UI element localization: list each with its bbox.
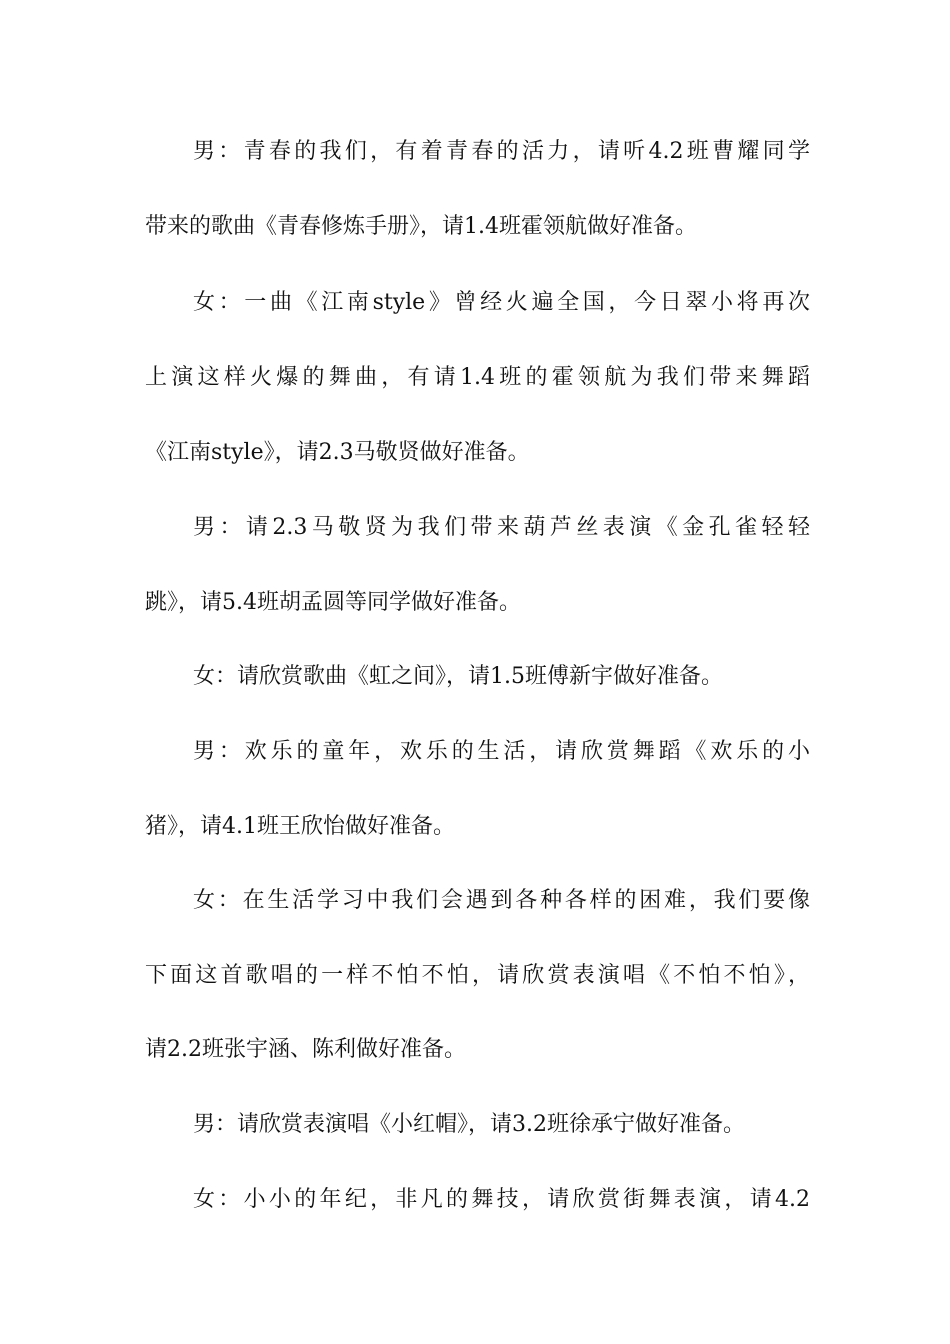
text-line: 男：请欣赏表演唱《小红帽》，请3.2班徐承宁做好准备。 xyxy=(193,1112,745,1137)
text-line: 下面这首歌唱的一样不怕不怕，请欣赏表演唱《不怕不怕》， xyxy=(145,963,810,988)
text-line: 《江南style》，请2.3马敬贤做好准备。 xyxy=(145,440,530,465)
text-line: 带来的歌曲《青春修炼手册》，请1.4班霍领航做好准备。 xyxy=(145,214,697,239)
text-line: 女：小小的年纪，非凡的舞技，请欣赏街舞表演，请4.2 xyxy=(193,1187,810,1212)
text-line: 男：青春的我们，有着青春的活力，请听4.2班曹耀同学 xyxy=(193,139,810,164)
text-line: 女：在生活学习中我们会遇到各种各样的困难，我们要像 xyxy=(193,888,810,913)
text-line: 猪》，请4.1班王欣怡做好准备。 xyxy=(145,814,455,839)
text-line: 请2.2班张宇涵、陈利做好准备。 xyxy=(145,1037,466,1062)
text-line: 男：欢乐的童年，欢乐的生活，请欣赏舞蹈《欢乐的小 xyxy=(193,739,810,764)
text-line: 女：一曲《江南style》曾经火遍全国，今日翠小将再次 xyxy=(193,290,810,315)
text-line: 女：请欣赏歌曲《虹之间》，请1.5班傅新宇做好准备。 xyxy=(193,664,723,689)
text-line: 上演这样火爆的舞曲，有请1.4班的霍领航为我们带来舞蹈 xyxy=(145,365,810,390)
text-line: 男：请2.3马敬贤为我们带来葫芦丝表演《金孔雀轻轻 xyxy=(193,515,810,540)
text-line: 跳》，请5.4班胡孟圆等同学做好准备。 xyxy=(145,590,521,615)
